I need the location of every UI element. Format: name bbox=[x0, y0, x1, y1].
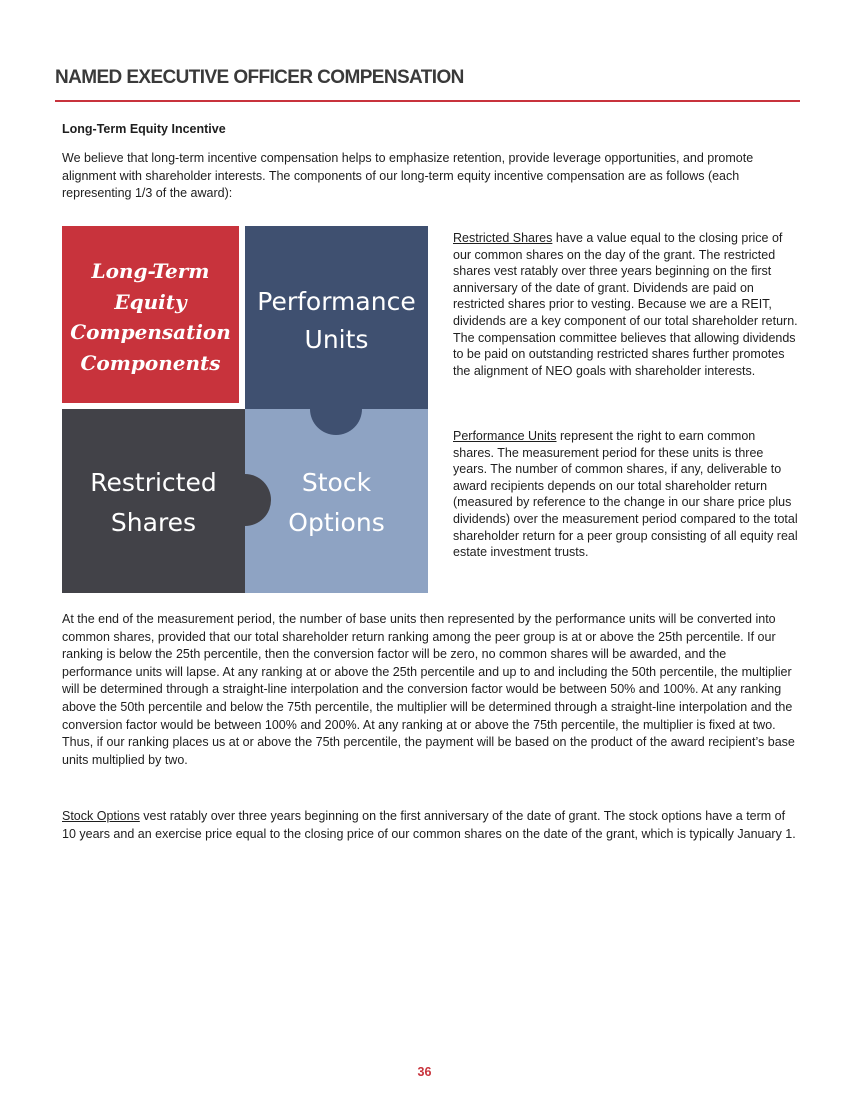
restricted-shares-text: have a value equal to the closing price of our common shares on the day of the grant. The restricted shares vest ratably over three years beginning on the first anniversary of the date of grant. Dividends are paid on restricted shares prior to vesting. Because we are a REIT, dividends are a key component of our total shareholder return. The compensation committee believes that allowing dividends to be paid on outstanding restricted shares further promotes the alignment of NEO goals with shareholder interests. bbox=[453, 231, 798, 378]
performance-units-text: represent the right to earn common shares. The measurement period for these units is three years. The number of common shares, if any, deliverable to award recipients depends on our total shareholder return (measured by reference to the change in our share price plus dividends) over the measurement period compared to the total shareholder return for a peer group consisting of all equity real estate investment trusts. bbox=[453, 429, 798, 560]
subheading: Long-Term Equity Incentive bbox=[62, 122, 226, 136]
center-label-line: Compensation bbox=[70, 320, 231, 344]
center-label-line: Components bbox=[80, 350, 221, 375]
stock-label-line: Options bbox=[288, 508, 385, 537]
equity-components-puzzle bbox=[62, 226, 428, 593]
restricted-label bbox=[62, 463, 245, 543]
performance-label bbox=[245, 283, 428, 359]
center-label-line: Long-Term bbox=[91, 259, 210, 283]
performance-label-line: Performance bbox=[257, 287, 416, 316]
restricted-shares-paragraph bbox=[453, 230, 799, 379]
intro-paragraph: We believe that long-term incentive compensation helps to emphasize retention, provide leverage opportunities, and promote alignment with shareholder interests. The components of our long-term equity incentive compensation are as follows (each representing 1/3 of the award): bbox=[62, 151, 754, 201]
restricted-label-line: Shares bbox=[110, 508, 197, 537]
title-rule bbox=[55, 100, 800, 102]
center-label bbox=[62, 256, 239, 378]
stock-options-text: vest ratably over three years beginning on the first anniversary of the date of grant. The stock options have a term of 10 years and an exercise price equal to the closing price of our common shares on the date of the grant, which is typically January 1. bbox=[62, 809, 796, 841]
restricted-shares-term: Restricted Shares bbox=[453, 231, 553, 245]
performance-units-paragraph bbox=[453, 428, 799, 561]
restricted-label-line: Restricted bbox=[90, 468, 217, 497]
center-label-line: Equity bbox=[114, 289, 187, 314]
measurement-paragraph: At the end of the measurement period, the number of base units then represented by the performance units will be converted into common shares, provided that our total shareholder return ranking among the peer group is at or above the 25th percentile. If our ranking is below the 25th percentile, then the conversion factor will be zero, no common shares will be awarded, and the performance units will lapse. At any ranking at or above the 25th percentile and up to and including the 50th percentile, the multiplier will be determined through a straight-line interpolation and the conversion factor would be between 50% and 100%. At any ranking above the 50th percentile and below the 75th percentile, the multiplier will be determined through a straight-line interpolation and the conversion factor would be between 100% and 200%. At any ranking at or above the 75th percentile, the multiplier is fixed at two. Thus, if our ranking places us at or above the 75th percentile, the payment will be based on the product of the award recipient’s base units multiplied by two. bbox=[62, 612, 795, 767]
stock-label-line: Stock bbox=[301, 468, 372, 497]
performance-label-line: Units bbox=[304, 325, 369, 354]
stock-options-term: Stock Options bbox=[62, 809, 140, 823]
performance-units-term: Performance Units bbox=[453, 429, 557, 443]
stock-label bbox=[245, 463, 428, 543]
section-title: NAMED EXECUTIVE OFFICER COMPENSATION bbox=[55, 67, 464, 88]
stock-options-paragraph bbox=[62, 808, 797, 843]
page-number: 36 bbox=[417, 1065, 432, 1079]
